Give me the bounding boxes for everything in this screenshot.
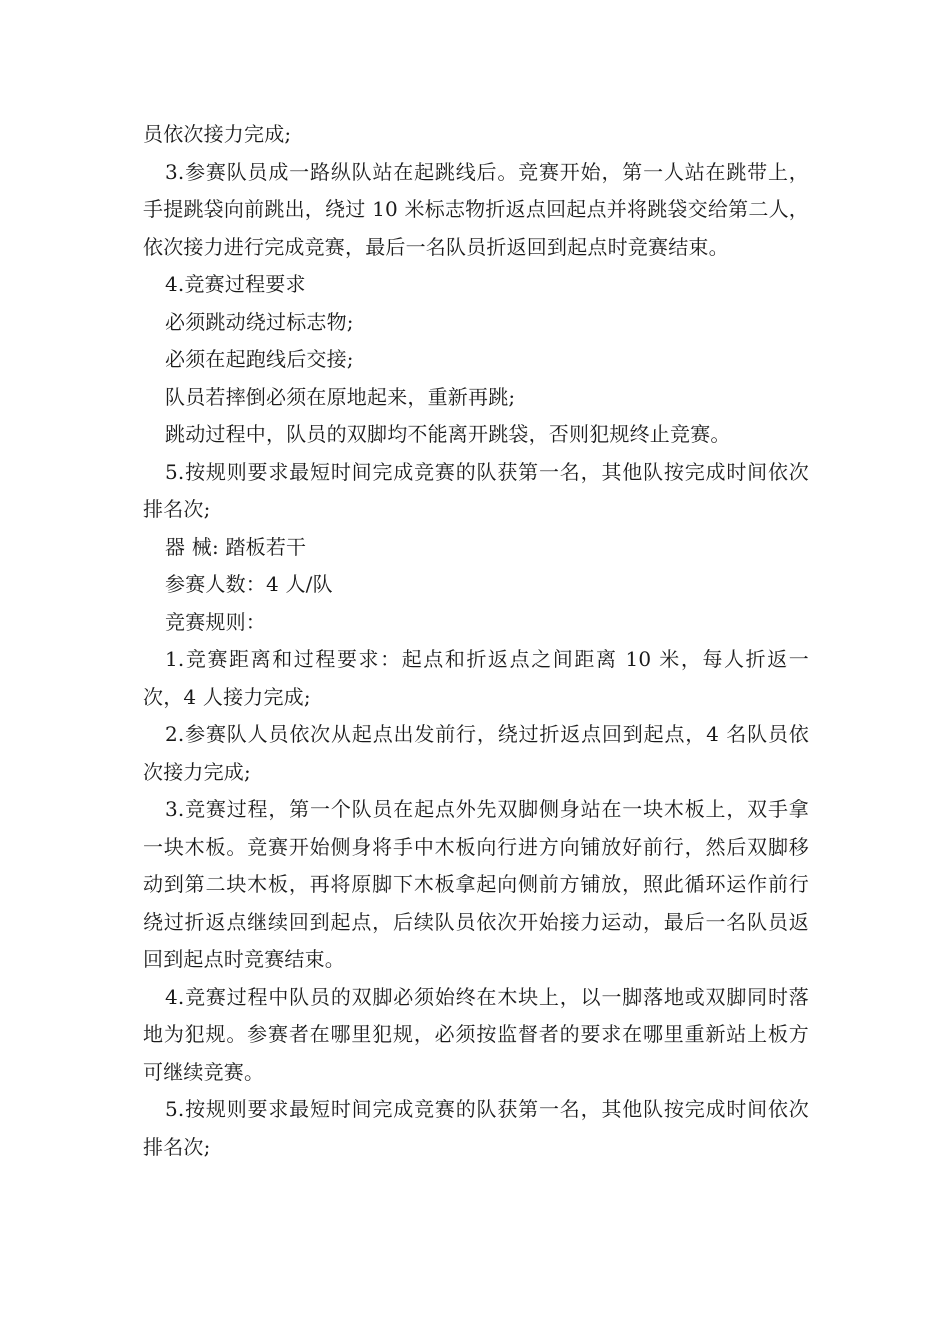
paragraph-4: 必须跳动绕过标志物; <box>165 309 354 334</box>
paragraph-13: 2.参赛队人员依次从起点出发前行，绕过折返点回到起点，4 名队员依次接力完成; <box>143 722 809 784</box>
paragraph-10: 参赛人数：4 人/队 <box>165 572 333 596</box>
paragraph-16: 5.按规则要求最短时间完成竞赛的队获第一名，其他队按完成时间依次排名次; <box>143 1097 809 1159</box>
paragraph-15: 4.竞赛过程中队员的双脚必须始终在木块上，以一脚落地或双脚同时落地为犯规。参赛者在哪里犯规，必须按监督者的要求在哪里重新站上板方可继续竞赛。 <box>143 984 809 1084</box>
paragraph-11: 竞赛规则： <box>165 609 266 634</box>
paragraph-1: 员依次接力完成; <box>143 122 292 146</box>
paragraph-2: 3.参赛队员成一路纵队站在起跳线后。竞赛开始，第一人站在跳带上，手提跳袋向前跳出，绕过 10 米标志物折返点回起点并将跳袋交给第二人，依次接力进行完成竞赛，最后一名队员折返回到起点时竞赛结束。 <box>143 159 809 259</box>
paragraph-12: 1.竞赛距离和过程要求：起点和折返点之间距离 10 米，每人折返一次，4 人接力完成; <box>143 647 809 709</box>
paragraph-7: 跳动过程中，队员的双脚均不能离开跳袋，否则犯规终止竞赛。 <box>165 422 731 446</box>
paragraph-6: 队员若摔倒必须在原地起来，重新再跳; <box>165 384 516 409</box>
paragraph-14: 3.竞赛过程，第一个队员在起点外先双脚侧身站在一块木板上，双手拿一块木板。竞赛开始侧身将手中木板向行进方向铺放好前行，然后双脚移动到第二块木板，再将原脚下木板拿起向侧前方铺放，照此循环运作前行绕过折返点继续回到起点，后续队员依次开始接力运动，最后一名队员返回到起点时竞赛结束。 <box>143 797 809 971</box>
paragraph-8: 5.按规则要求最短时间完成竞赛的队获第一名，其他队按完成时间依次排名次; <box>143 459 809 521</box>
paragraph-9: 器 械: 踏板若干 <box>165 534 307 559</box>
paragraph-5: 必须在起跑线后交接; <box>165 347 354 371</box>
document-body <box>143 116 809 1166</box>
paragraph-3: 4.竞赛过程要求 <box>165 272 306 296</box>
